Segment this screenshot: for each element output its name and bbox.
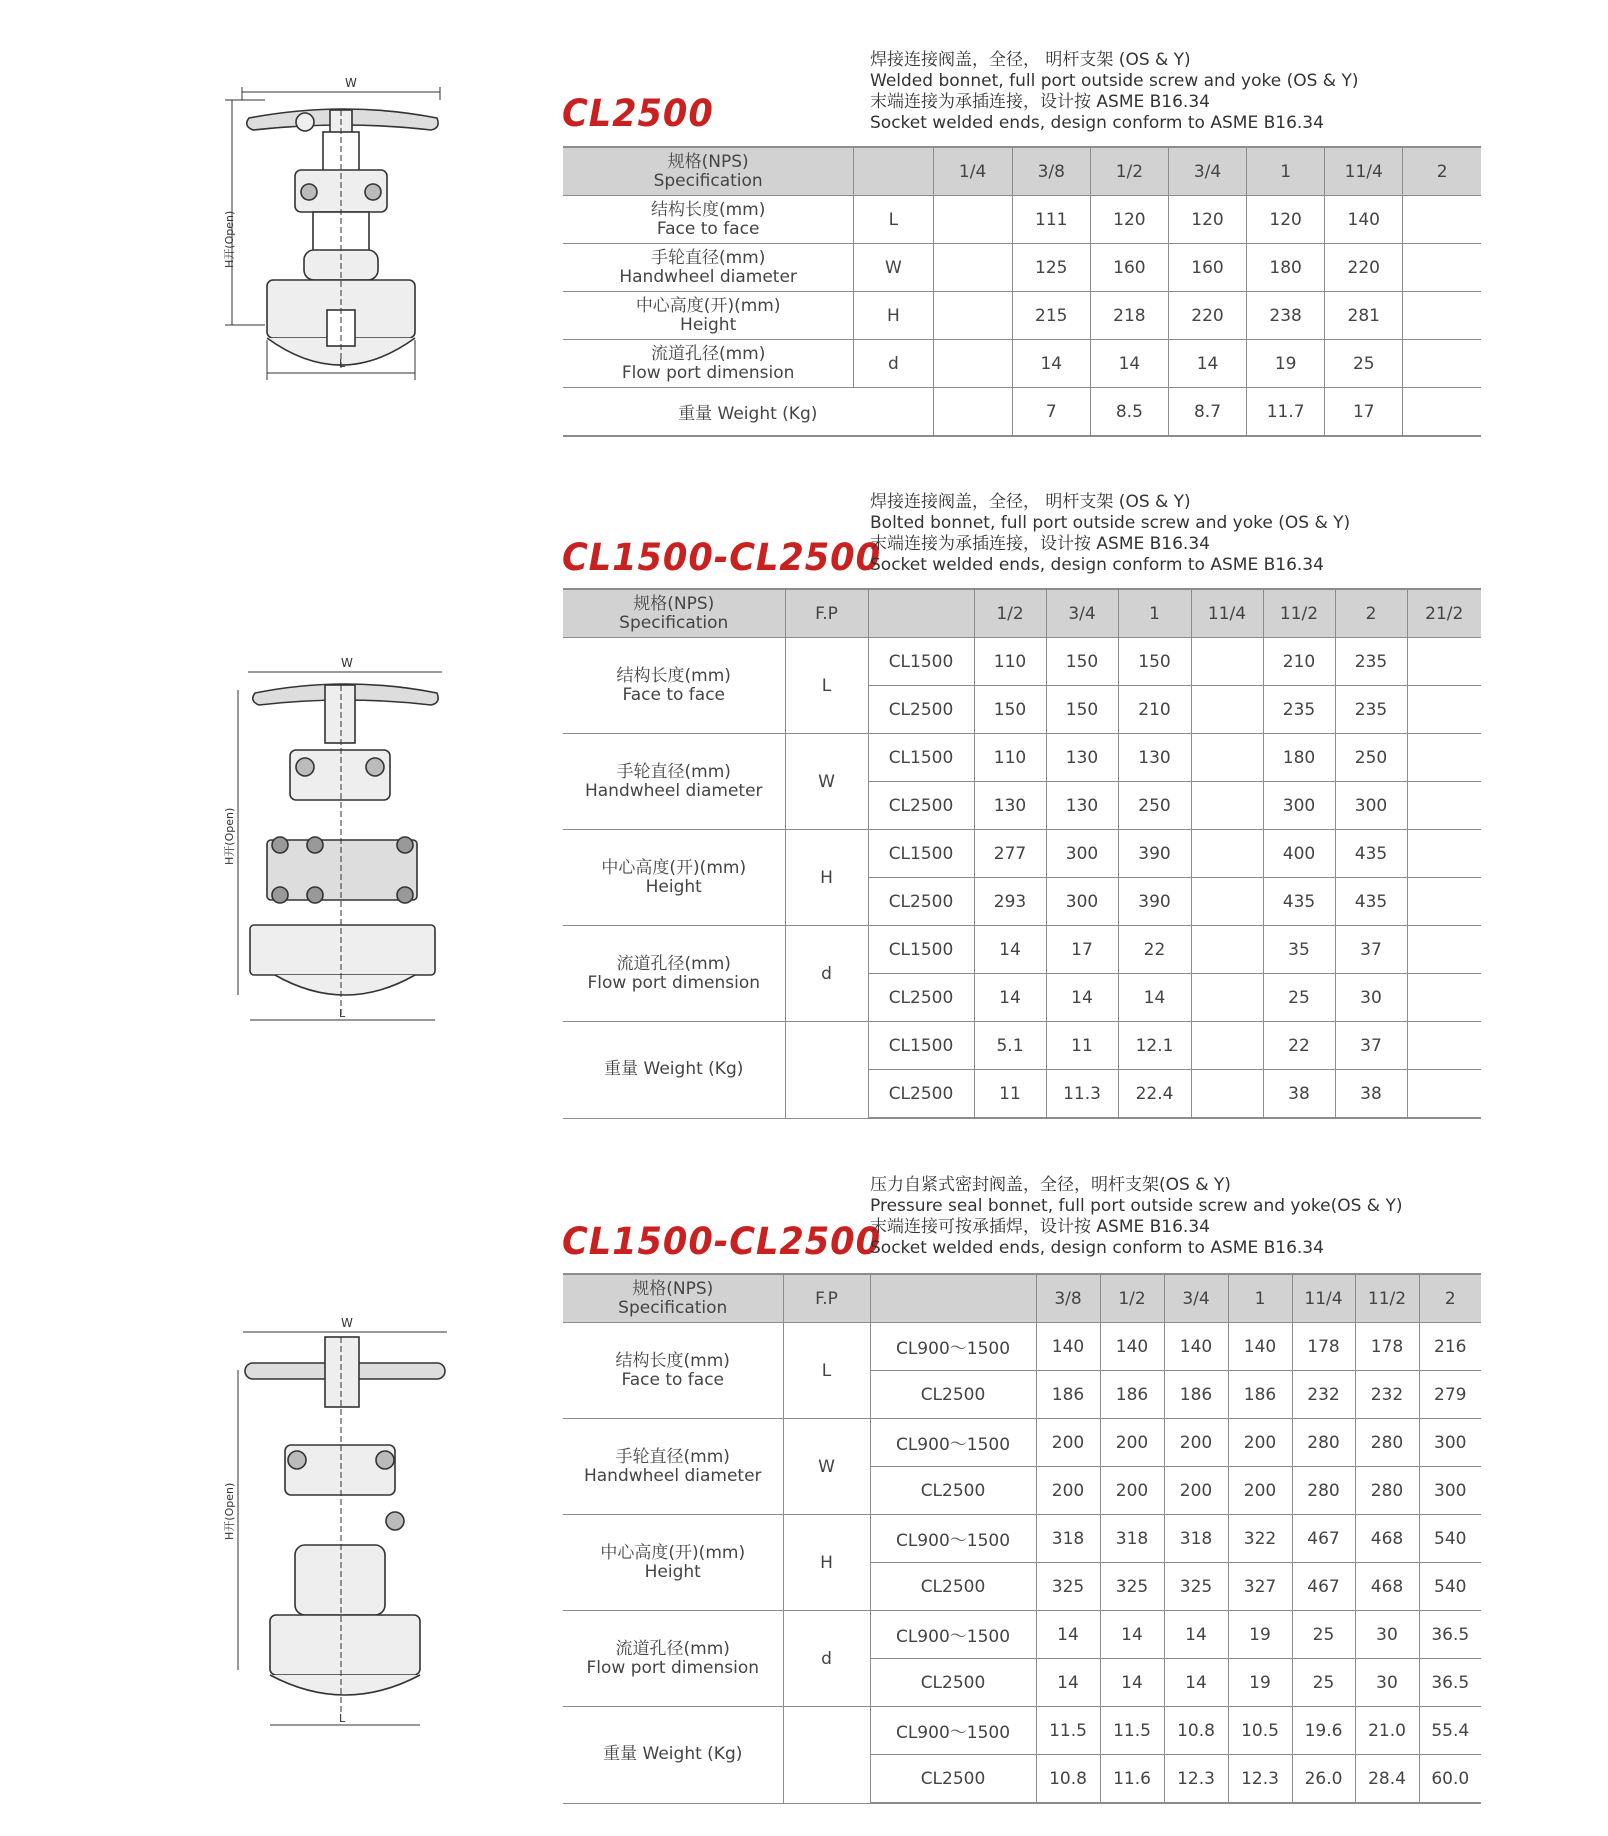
table-cell: 10.8 bbox=[1036, 1755, 1100, 1804]
pressure-class: CL1500 bbox=[868, 1022, 974, 1070]
table-cell: 120 bbox=[1168, 196, 1246, 244]
table-cell: 540 bbox=[1419, 1563, 1481, 1611]
fp-header: F.P bbox=[785, 589, 868, 638]
table-cell: 14 bbox=[1118, 974, 1191, 1022]
row-symbol: d bbox=[854, 340, 933, 388]
table-cell: 7 bbox=[1012, 388, 1090, 437]
table-cell: 55.4 bbox=[1419, 1707, 1481, 1755]
table-cell: 19 bbox=[1247, 340, 1325, 388]
row-symbol: H bbox=[783, 1515, 870, 1611]
table-cell: 11.7 bbox=[1247, 388, 1325, 437]
h-label: H开(Open) bbox=[223, 807, 236, 865]
table-cell: 5.1 bbox=[974, 1022, 1046, 1070]
desc-line: Bolted bonnet, full port outside screw and yoke (OS & Y) bbox=[870, 513, 1351, 533]
pressure-class: CL1500 bbox=[868, 926, 974, 974]
size-header: 1/2 bbox=[974, 589, 1046, 638]
row-label-cn: 中心高度(开)(mm) bbox=[635, 295, 781, 316]
table-cell: 110 bbox=[974, 638, 1046, 686]
table-cell: 150 bbox=[974, 686, 1046, 734]
size-header: 1 bbox=[1228, 1274, 1292, 1323]
section-description bbox=[870, 1175, 1402, 1259]
table-cell: 8.5 bbox=[1090, 388, 1168, 437]
row-label-en: Face to face bbox=[656, 218, 760, 239]
table-cell: 19.6 bbox=[1292, 1707, 1355, 1755]
table-row bbox=[563, 1515, 1481, 1563]
table-cell: 22 bbox=[1118, 926, 1191, 974]
table-cell: 130 bbox=[1118, 734, 1191, 782]
desc-line: Pressure seal bonnet, full port outside screw and yoke(OS & Y) bbox=[870, 1196, 1403, 1216]
table-cell: 467 bbox=[1292, 1515, 1355, 1563]
table-cell: 186 bbox=[1100, 1371, 1164, 1419]
table-row bbox=[563, 1707, 1481, 1755]
pressure-class: CL1500 bbox=[868, 830, 974, 878]
table-cell: 14 bbox=[1090, 340, 1168, 388]
table-cell: 300 bbox=[1419, 1419, 1481, 1467]
table-cell: 238 bbox=[1247, 292, 1325, 340]
pressure-class: CL900～1500 bbox=[870, 1611, 1036, 1659]
row-label-cn: 流道孔径(mm) bbox=[650, 343, 766, 364]
row-label-en: Height bbox=[645, 876, 702, 897]
table-cell: 390 bbox=[1118, 878, 1191, 926]
row-label-cn: 手轮直径(mm) bbox=[616, 761, 731, 782]
row-label-cn: 中心高度(开)(mm) bbox=[601, 857, 747, 878]
row-label-cn: 流道孔径(mm) bbox=[615, 1638, 730, 1659]
table-cell: 25 bbox=[1263, 974, 1335, 1022]
table-cell: 435 bbox=[1335, 830, 1407, 878]
table-cell: 8.7 bbox=[1168, 388, 1246, 437]
table-cell: 36.5 bbox=[1419, 1659, 1481, 1707]
row-label-cn: 重量 Weight (Kg) bbox=[603, 1744, 743, 1765]
size-header: 2 bbox=[1419, 1274, 1481, 1323]
table-cell: 12.3 bbox=[1164, 1755, 1228, 1804]
pressure-class: CL2500 bbox=[870, 1371, 1036, 1419]
size-header: 3/4 bbox=[1164, 1274, 1228, 1323]
table-cell: 220 bbox=[1168, 292, 1246, 340]
table-cell: 215 bbox=[1012, 292, 1090, 340]
w-label: W bbox=[341, 656, 353, 670]
row-symbol bbox=[783, 1707, 870, 1804]
l-label: L bbox=[339, 1712, 346, 1725]
row-symbol: L bbox=[783, 1323, 870, 1419]
table-cell: 300 bbox=[1263, 782, 1335, 830]
row-symbol: H bbox=[785, 830, 868, 926]
row-symbol: L bbox=[785, 638, 868, 734]
table-cell: 35 bbox=[1263, 926, 1335, 974]
desc-line: 压力自紧式密封阀盖，全径，明杆支架(OS & Y) bbox=[870, 1175, 1231, 1195]
table-cell: 28.4 bbox=[1355, 1755, 1419, 1804]
row-label bbox=[563, 1611, 783, 1707]
spec-header-cn: 规格(NPS) bbox=[667, 151, 749, 172]
table-cell: 120 bbox=[1247, 196, 1325, 244]
size-header: 21/2 bbox=[1407, 589, 1481, 638]
table-cell: 160 bbox=[1090, 244, 1168, 292]
table-cell: 200 bbox=[1164, 1419, 1228, 1467]
spec-header-en: Specification bbox=[653, 170, 763, 191]
table-cell: 281 bbox=[1325, 292, 1403, 340]
table-row bbox=[563, 1419, 1481, 1467]
table-cell: 435 bbox=[1263, 878, 1335, 926]
size-header: 11/2 bbox=[1263, 589, 1335, 638]
row-label-cn: 流道孔径(mm) bbox=[616, 953, 731, 974]
table-cell: 210 bbox=[1118, 686, 1191, 734]
table-cell: 280 bbox=[1292, 1467, 1355, 1515]
table-cell: 232 bbox=[1292, 1371, 1355, 1419]
table-cell: 180 bbox=[1247, 244, 1325, 292]
table-cell: 468 bbox=[1355, 1563, 1419, 1611]
table-cell: 300 bbox=[1046, 878, 1118, 926]
table-cell: 435 bbox=[1335, 878, 1407, 926]
section-title: CL1500-CL2500 bbox=[562, 1220, 881, 1263]
table-cell: 30 bbox=[1335, 974, 1407, 1022]
size-header: 3/4 bbox=[1046, 589, 1118, 638]
spec-header-en: Specification bbox=[618, 1297, 728, 1318]
table-cell: 540 bbox=[1419, 1515, 1481, 1563]
table-cell: 14 bbox=[974, 926, 1046, 974]
table-cell: 186 bbox=[1228, 1371, 1292, 1419]
table-cell: 216 bbox=[1419, 1323, 1481, 1371]
table-cell: 130 bbox=[1046, 734, 1118, 782]
fp-header: F.P bbox=[783, 1274, 870, 1323]
pressure-class: CL2500 bbox=[868, 782, 974, 830]
table-cell: 25 bbox=[1292, 1611, 1355, 1659]
row-label bbox=[563, 1707, 783, 1804]
size-header: 1/2 bbox=[1090, 147, 1168, 196]
table-cell: 25 bbox=[1292, 1659, 1355, 1707]
pressure-class: CL2500 bbox=[868, 1070, 974, 1119]
table-cell: 140 bbox=[1228, 1323, 1292, 1371]
table-cell: 300 bbox=[1046, 830, 1118, 878]
table-cell: 322 bbox=[1228, 1515, 1292, 1563]
row-label-cn: 重量 Weight (Kg) bbox=[604, 1059, 744, 1080]
pressure-class: CL2500 bbox=[868, 974, 974, 1022]
table-cell: 17 bbox=[1325, 388, 1403, 437]
section-title: CL2500 bbox=[562, 92, 714, 135]
table-cell: 318 bbox=[1036, 1515, 1100, 1563]
table-row bbox=[563, 1611, 1481, 1659]
table-cell: 186 bbox=[1036, 1371, 1100, 1419]
table-cell: 140 bbox=[1100, 1323, 1164, 1371]
row-symbol: d bbox=[785, 926, 868, 1022]
table-cell: 200 bbox=[1228, 1419, 1292, 1467]
table-cell: 12.3 bbox=[1228, 1755, 1292, 1804]
table-cell: 14 bbox=[1046, 974, 1118, 1022]
table-cell: 38 bbox=[1263, 1070, 1335, 1119]
pressure-class: CL900～1500 bbox=[870, 1419, 1036, 1467]
table-cell: 218 bbox=[1090, 292, 1168, 340]
table-cell: 130 bbox=[974, 782, 1046, 830]
pressure-class: CL900～1500 bbox=[870, 1323, 1036, 1371]
table-cell: 14 bbox=[1100, 1659, 1164, 1707]
table-cell: 11.5 bbox=[1036, 1707, 1100, 1755]
size-header: 1 bbox=[1118, 589, 1191, 638]
table-cell: 178 bbox=[1292, 1323, 1355, 1371]
table-cell: 300 bbox=[1419, 1467, 1481, 1515]
table-cell: 11 bbox=[974, 1070, 1046, 1119]
desc-line: 焊接连接阀盖，全径， 明杆支架 (OS & Y) bbox=[870, 50, 1191, 70]
row-label-cn: 手轮直径(mm) bbox=[650, 247, 766, 268]
table-cell: 200 bbox=[1228, 1467, 1292, 1515]
table-cell: 140 bbox=[1164, 1323, 1228, 1371]
table-cell: 11.3 bbox=[1046, 1070, 1118, 1119]
table-cell: 325 bbox=[1164, 1563, 1228, 1611]
table-cell: 11.6 bbox=[1100, 1755, 1164, 1804]
size-header: 3/8 bbox=[1036, 1274, 1100, 1323]
table-cell: 468 bbox=[1355, 1515, 1419, 1563]
table-cell: 19 bbox=[1228, 1659, 1292, 1707]
table-cell: 232 bbox=[1355, 1371, 1419, 1419]
table-cell: 14 bbox=[1036, 1611, 1100, 1659]
row-label-en: Height bbox=[644, 1561, 701, 1582]
row-label-en: Flow port dimension bbox=[621, 362, 795, 383]
table-cell: 300 bbox=[1335, 782, 1407, 830]
row-label bbox=[563, 1515, 783, 1611]
row-label-cn: 结构长度(mm) bbox=[616, 665, 731, 686]
table-cell: 200 bbox=[1100, 1467, 1164, 1515]
pressure-class: CL900～1500 bbox=[870, 1707, 1036, 1755]
size-header: 1/4 bbox=[933, 147, 1012, 196]
table-cell: 235 bbox=[1335, 638, 1407, 686]
pressure-class: CL2500 bbox=[870, 1755, 1036, 1804]
l-label: L bbox=[339, 1007, 346, 1020]
size-header: 3/8 bbox=[1012, 147, 1090, 196]
desc-line: Socket welded ends, design conform to ASME B16.34 bbox=[870, 555, 1324, 575]
table-cell: 220 bbox=[1325, 244, 1403, 292]
table-cell: 318 bbox=[1164, 1515, 1228, 1563]
size-header: 2 bbox=[1335, 589, 1407, 638]
table-cell: 400 bbox=[1263, 830, 1335, 878]
size-header: 1 bbox=[1247, 147, 1325, 196]
table-cell: 125 bbox=[1012, 244, 1090, 292]
spec-header-cn: 规格(NPS) bbox=[633, 593, 715, 614]
table-cell: 12.1 bbox=[1118, 1022, 1191, 1070]
table-cell: 17 bbox=[1046, 926, 1118, 974]
pressure-class: CL2500 bbox=[870, 1659, 1036, 1707]
table-cell: 200 bbox=[1036, 1419, 1100, 1467]
size-header: 2 bbox=[1403, 147, 1481, 196]
desc-line: Socket welded ends, design conform to ASME B16.34 bbox=[870, 1238, 1324, 1258]
table-cell: 11 bbox=[1046, 1022, 1118, 1070]
table-cell: 186 bbox=[1164, 1371, 1228, 1419]
table-cell: 327 bbox=[1228, 1563, 1292, 1611]
table-cell: 14 bbox=[1164, 1659, 1228, 1707]
table-cell: 14 bbox=[974, 974, 1046, 1022]
table-cell: 178 bbox=[1355, 1323, 1419, 1371]
w-label: W bbox=[341, 1316, 353, 1330]
table-cell: 280 bbox=[1355, 1467, 1419, 1515]
l-label: L bbox=[339, 357, 346, 370]
table-cell: 250 bbox=[1335, 734, 1407, 782]
table-cell: 130 bbox=[1046, 782, 1118, 830]
valve-drawing-3 bbox=[205, 1315, 465, 1735]
table-cell: 235 bbox=[1335, 686, 1407, 734]
row-symbol: W bbox=[783, 1419, 870, 1515]
pressure-class: CL900～1500 bbox=[870, 1515, 1036, 1563]
table-cell: 19 bbox=[1228, 1611, 1292, 1659]
table-cell: 293 bbox=[974, 878, 1046, 926]
size-header: 11/4 bbox=[1292, 1274, 1355, 1323]
table-cell: 26.0 bbox=[1292, 1755, 1355, 1804]
table-cell: 25 bbox=[1325, 340, 1403, 388]
table-cell: 280 bbox=[1292, 1419, 1355, 1467]
size-header: 11/4 bbox=[1325, 147, 1403, 196]
table-cell: 390 bbox=[1118, 830, 1191, 878]
pressure-class: CL2500 bbox=[868, 686, 974, 734]
pressure-class: CL2500 bbox=[870, 1467, 1036, 1515]
table-cell: 150 bbox=[1118, 638, 1191, 686]
pressure-class: CL2500 bbox=[868, 878, 974, 926]
row-label-en: Flow port dimension bbox=[586, 1657, 760, 1678]
row-label-en: Flow port dimension bbox=[587, 972, 761, 993]
table-cell: 467 bbox=[1292, 1563, 1355, 1611]
table-cell: 22.4 bbox=[1118, 1070, 1191, 1119]
table-cell: 36.5 bbox=[1419, 1611, 1481, 1659]
table-cell: 325 bbox=[1100, 1563, 1164, 1611]
row-symbol: d bbox=[783, 1611, 870, 1707]
size-header: 11/2 bbox=[1355, 1274, 1419, 1323]
desc-line: Welded bonnet, full port outside screw and yoke (OS & Y) bbox=[870, 71, 1359, 91]
row-symbol: W bbox=[854, 244, 933, 292]
row-label-cn: 手轮直径(mm) bbox=[615, 1446, 730, 1467]
table-cell: 30 bbox=[1355, 1659, 1419, 1707]
table-cell: 200 bbox=[1036, 1467, 1100, 1515]
table-cell: 60.0 bbox=[1419, 1755, 1481, 1804]
desc-line: 末端连接可按承插焊，设计按 ASME B16.34 bbox=[870, 1217, 1210, 1237]
weight-label: 重量 Weight (Kg) bbox=[563, 388, 933, 437]
h-label: H开(Open) bbox=[223, 1482, 236, 1540]
desc-line: 焊接连接阀盖，全径， 明杆支架 (OS & Y) bbox=[870, 492, 1191, 512]
row-label-en: Face to face bbox=[621, 1369, 725, 1390]
table-cell: 14 bbox=[1100, 1611, 1164, 1659]
row-label-cn: 结构长度(mm) bbox=[615, 1350, 730, 1371]
row-label-en: Handwheel diameter bbox=[584, 780, 763, 801]
table-cell: 30 bbox=[1355, 1611, 1419, 1659]
row-label-en: Handwheel diameter bbox=[619, 266, 797, 287]
table-cell: 111 bbox=[1012, 196, 1090, 244]
table-cell: 37 bbox=[1335, 926, 1407, 974]
table-cell: 37 bbox=[1335, 1022, 1407, 1070]
size-header: 11/4 bbox=[1191, 589, 1263, 638]
row-symbol: L bbox=[854, 196, 933, 244]
row-label-en: Height bbox=[680, 314, 737, 335]
table-cell: 14 bbox=[1164, 1611, 1228, 1659]
row-label bbox=[563, 1419, 783, 1515]
table-cell: 140 bbox=[1036, 1323, 1100, 1371]
h-label: H开(Open) bbox=[223, 210, 236, 268]
pressure-class: CL2500 bbox=[870, 1563, 1036, 1611]
table-cell: 150 bbox=[1046, 686, 1118, 734]
table-cell: 325 bbox=[1036, 1563, 1100, 1611]
table-row bbox=[563, 1323, 1481, 1371]
table-cell: 21.0 bbox=[1355, 1707, 1419, 1755]
table-cell: 200 bbox=[1100, 1419, 1164, 1467]
table-cell: 160 bbox=[1168, 244, 1246, 292]
table-cell: 180 bbox=[1263, 734, 1335, 782]
table-cell: 38 bbox=[1335, 1070, 1407, 1119]
table-cell: 210 bbox=[1263, 638, 1335, 686]
table-cell: 279 bbox=[1419, 1371, 1481, 1419]
row-label-cn: 结构长度(mm) bbox=[650, 199, 766, 220]
table-cell: 120 bbox=[1090, 196, 1168, 244]
pressure-class: CL1500 bbox=[868, 638, 974, 686]
section-title: CL1500-CL2500 bbox=[562, 536, 881, 579]
table-cell: 10.8 bbox=[1164, 1707, 1228, 1755]
table-cell: 280 bbox=[1355, 1419, 1419, 1467]
row-label-en: Handwheel diameter bbox=[583, 1465, 762, 1486]
row-symbol: H bbox=[854, 292, 933, 340]
row-label bbox=[563, 1323, 783, 1419]
table-cell: 277 bbox=[974, 830, 1046, 878]
spec-table-3 bbox=[563, 1273, 1481, 1804]
pressure-class: CL1500 bbox=[868, 734, 974, 782]
size-header: 3/4 bbox=[1168, 147, 1246, 196]
w-label: W bbox=[345, 76, 357, 90]
size-header: 1/2 bbox=[1100, 1274, 1164, 1323]
table-cell: 22 bbox=[1263, 1022, 1335, 1070]
desc-line: Socket welded ends, design conform to ASME B16.34 bbox=[870, 113, 1324, 133]
table-cell: 318 bbox=[1100, 1515, 1164, 1563]
table-cell: 14 bbox=[1168, 340, 1246, 388]
table-cell: 11.5 bbox=[1100, 1707, 1164, 1755]
table-cell: 250 bbox=[1118, 782, 1191, 830]
row-label-cn: 中心高度(开)(mm) bbox=[600, 1542, 746, 1563]
row-label-en: Face to face bbox=[622, 684, 726, 705]
row-symbol: W bbox=[785, 734, 868, 830]
table-cell: 10.5 bbox=[1228, 1707, 1292, 1755]
spec-header-cn: 规格(NPS) bbox=[632, 1278, 714, 1299]
table-cell: 110 bbox=[974, 734, 1046, 782]
desc-line: 末端连接为承插连接，设计按 ASME B16.34 bbox=[870, 534, 1210, 554]
spec-header-en: Specification bbox=[619, 612, 729, 633]
table-cell: 140 bbox=[1325, 196, 1403, 244]
table-cell: 235 bbox=[1263, 686, 1335, 734]
table-cell: 14 bbox=[1036, 1659, 1100, 1707]
table-cell: 200 bbox=[1164, 1467, 1228, 1515]
table-cell: 14 bbox=[1012, 340, 1090, 388]
desc-line: 末端连接为承插连接，设计按 ASME B16.34 bbox=[870, 92, 1210, 112]
table-cell: 150 bbox=[1046, 638, 1118, 686]
